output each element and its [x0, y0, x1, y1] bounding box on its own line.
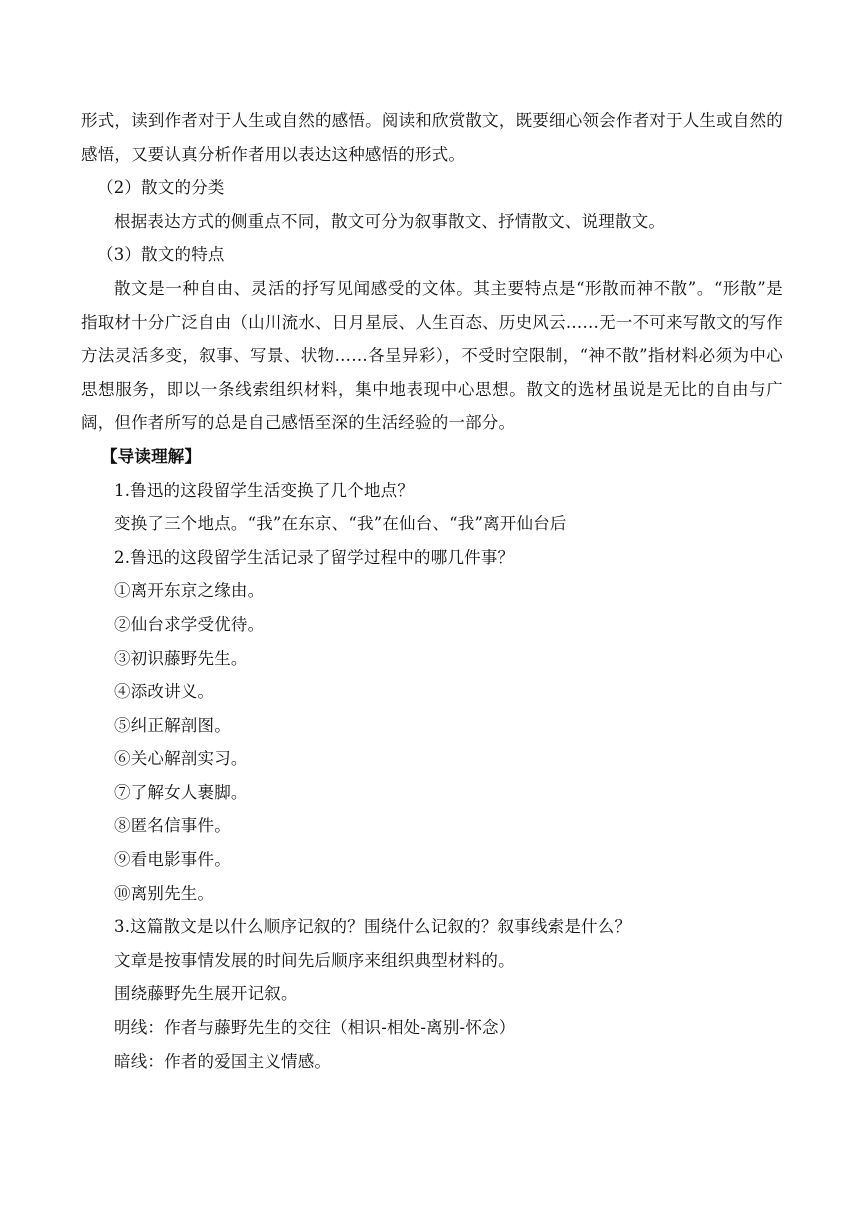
question-1: 1.鲁迅的这段留学生活变换了几个地点？	[114, 480, 415, 500]
section-title: 【导读理解】	[101, 446, 202, 466]
list-item: ⑧匿名信事件。	[114, 816, 231, 836]
subsection-heading-classification: （2）散文的分类	[97, 178, 225, 198]
list-item: ⑩离别先生。	[114, 883, 215, 903]
answer-3-implicit-clue: 暗线：作者的爱国主义情感。	[114, 1051, 332, 1071]
list-item: ①离开东京之缘由。	[114, 581, 265, 601]
intro-paragraph: 形式，读到作者对于人生或自然的感悟。阅读和欣赏散文，既要细心领会作者对于人生或自然的感悟，又要认真分析作者用以表达这种感悟的形式。	[81, 111, 783, 164]
list-item: ⑤纠正解剖图。	[114, 715, 231, 735]
list-item: ④添改讲义。	[114, 682, 215, 702]
question-3: 3.这篇散文是以什么顺序记叙的？围绕什么记叙的？叙事线索是什么？	[114, 917, 632, 937]
classification-paragraph: 根据表达方式的侧重点不同，散文可分为叙事散文、抒情散文、说理散文。	[114, 211, 666, 231]
list-item: ⑨看电影事件。	[114, 850, 231, 870]
list-item: ⑦了解女人裹脚。	[114, 782, 248, 802]
answer-1: 变换了三个地点。“我”在东京、“我”在仙台、“我”离开仙台后	[114, 514, 567, 534]
document-page	[81, 104, 783, 1078]
answer-3-focus: 围绕藤野先生展开记叙。	[114, 984, 298, 1004]
list-item: ②仙台求学受优待。	[114, 614, 265, 634]
answer-3-order: 文章是按事情发展的时间先后顺序来组织典型材料的。	[114, 950, 515, 970]
subsection-heading-features: （3）散文的特点	[97, 245, 225, 265]
list-item: ⑥关心解剖实习。	[114, 749, 248, 769]
answer-3-explicit-clue: 明线：作者与藤野先生的交往（相识-相处-离别-怀念）	[114, 1018, 516, 1038]
event-list	[81, 574, 783, 910]
features-paragraph: 散文是一种自由、灵活的抒写见闻感受的文体。其主要特点是“形散而神不散”。“形散”是指取材十分广泛自由（山川流水、日月星辰、人生百态、历史风云……无一不可来写散文的写作方法灵活多变，叙事、写景、状物……各呈异彩），不受时空限制，“神不散”指材料必须为中心思想服务，即以一条线索组织材料，集中地表现中心思想。散文的选材虽说是无比的自由与广阔，但作者所写的总是自己感悟至深的生活经验的一部分。	[81, 278, 783, 433]
question-2: 2.鲁迅的这段留学生活记录了留学过程中的哪几件事？	[114, 547, 515, 567]
list-item: ③初识藤野先生。	[114, 648, 248, 668]
